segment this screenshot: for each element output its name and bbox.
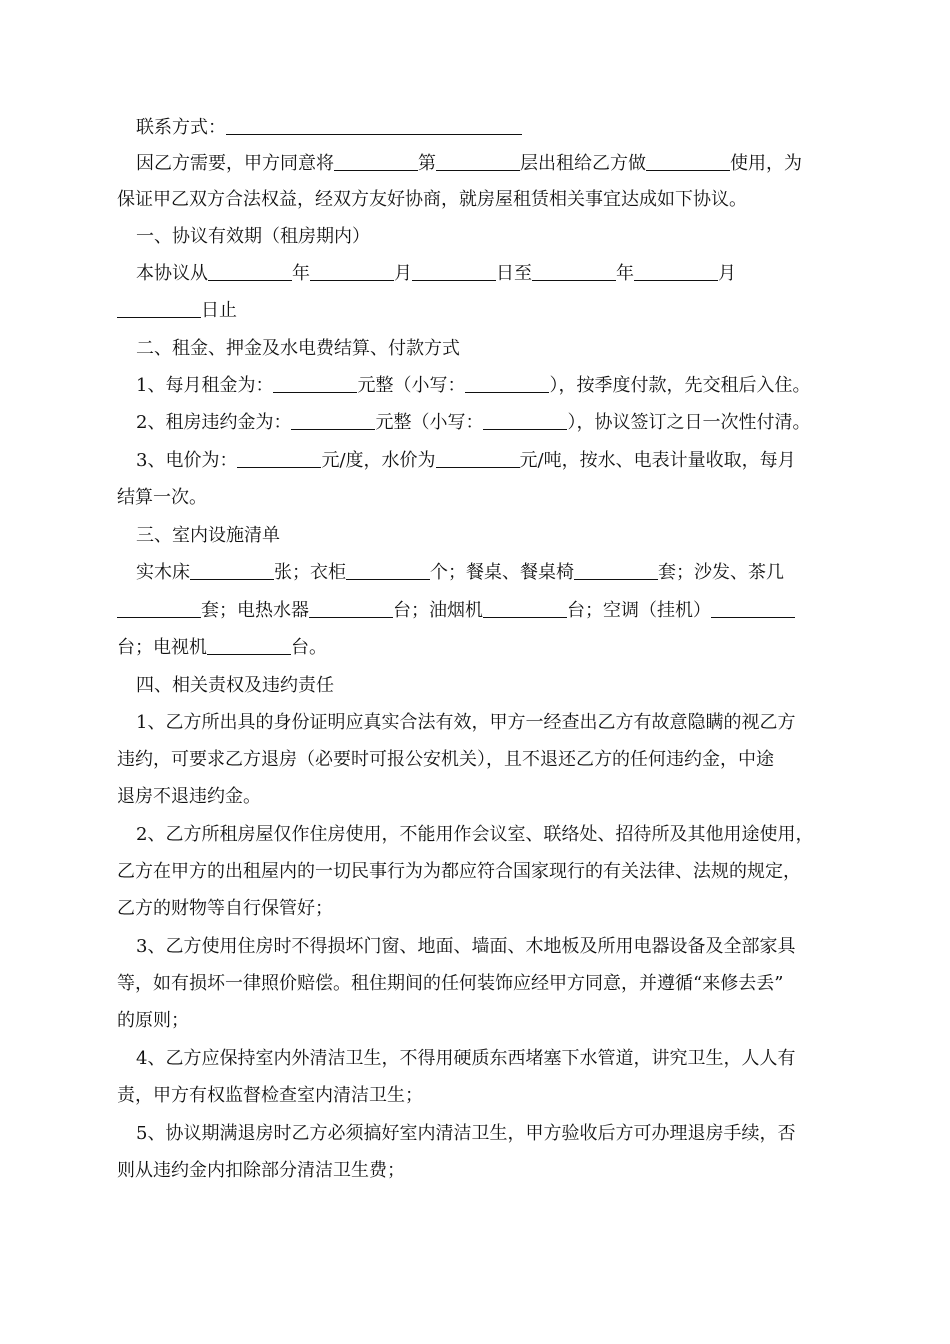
term-blank-5 <box>634 262 718 281</box>
hood-unit: 台；空调（挂机） <box>567 600 711 621</box>
utility-line-2: 结算一次。 <box>117 487 207 508</box>
intro-blank-3 <box>646 152 730 171</box>
table-blank <box>574 561 658 580</box>
section1-line-1 <box>136 262 736 286</box>
elec-unit: 元/度，水价为 <box>321 450 436 471</box>
section2-title: 二、租金、押金及水电费结算、付款方式 <box>136 338 460 359</box>
ac-unit: 台；电视机 <box>117 637 207 658</box>
wardrobe-unit: 个；餐桌、餐桌椅 <box>430 562 574 583</box>
deposit-blank-1 <box>291 411 375 430</box>
heater-unit: 台；油烟机 <box>393 600 483 621</box>
deposit-unit: 元整（小写： <box>375 412 484 433</box>
term-month: 月 <box>394 263 412 284</box>
section1-line-2 <box>117 299 237 323</box>
section1-title: 一、协议有效期（租房期内） <box>136 226 370 247</box>
table-unit: 套；沙发、茶几 <box>658 562 784 583</box>
bed-unit: 张；衣柜 <box>274 562 346 583</box>
rent-blank-2 <box>465 374 549 393</box>
clause5-line-2: 则从违约金内扣除部分清洁卫生费； <box>117 1160 405 1181</box>
contact-blank <box>226 116 522 135</box>
clause1-line-2: 违约，可要求乙方退房（必要时可报公安机关），且不退还乙方的任何违约金，中途 <box>117 749 774 770</box>
contact-label: 联系方式： <box>136 117 226 138</box>
intro-blank-1 <box>334 152 418 171</box>
deposit-blank-2 <box>483 411 567 430</box>
term-from: 本协议从 <box>136 263 208 284</box>
term-blank-4 <box>532 262 616 281</box>
intro-text-2: 第 <box>418 153 436 174</box>
water-unit: 元/吨，按水、电表计量收取，每月 <box>519 450 796 471</box>
intro-text-1: 因乙方需要，甲方同意将 <box>136 153 334 174</box>
bed-label: 实木床 <box>136 562 190 583</box>
term-blank-1 <box>208 262 292 281</box>
clause2-line-1: 2、乙方所租房屋仅作住房使用，不能用作会议室、联络处、招待所及其他用途使用， <box>136 824 814 845</box>
facility-line-3 <box>117 636 327 660</box>
deposit-line <box>136 411 810 435</box>
utility-line-1 <box>136 449 796 473</box>
clause2-line-3: 乙方的财物等自行保管好； <box>117 898 333 919</box>
clause4-line-2: 责，甲方有权监督检查室内清洁卫生； <box>117 1085 423 1106</box>
section3-title: 三、室内设施清单 <box>136 525 280 546</box>
term-day-end: 日止 <box>201 300 237 321</box>
wardrobe-blank <box>346 561 430 580</box>
rent-tail: ），按季度付款，先交租后入住。 <box>549 375 811 396</box>
tv-unit: 台。 <box>291 637 327 658</box>
facility-line-1 <box>136 561 784 585</box>
facility-line-2 <box>117 599 795 623</box>
heater-blank <box>309 599 393 618</box>
sofa-blank <box>117 599 201 618</box>
rent-blank-1 <box>273 374 357 393</box>
intro-text-5: 保证甲乙双方合法权益，经双方友好协商，就房屋租赁相关事宜达成如下协议。 <box>117 189 747 210</box>
contact-line <box>136 116 522 140</box>
clause2-line-2: 乙方在甲方的出租屋内的一切民事行为为都应符合国家现行的有关法律、法规的规定， <box>117 861 801 882</box>
water-blank <box>436 449 520 468</box>
section4-title: 四、相关责权及违约责任 <box>136 675 334 696</box>
bed-blank <box>190 561 274 580</box>
term-day-to: 日至 <box>496 263 532 284</box>
clause3-line-3: 的原则； <box>117 1010 189 1031</box>
intro-text-3: 层出租给乙方做 <box>520 153 646 174</box>
deposit-label: 2、租房违约金为： <box>136 412 292 433</box>
intro-line-1 <box>136 152 802 176</box>
clause3-line-1: 3、乙方使用住房时不得损坏门窗、地面、墙面、木地板及所用电器设备及全部家具 <box>136 936 796 957</box>
hood-blank <box>483 599 567 618</box>
clause1-line-3: 退房不退违约金。 <box>117 786 261 807</box>
elec-blank <box>237 449 321 468</box>
rent-unit: 元整（小写： <box>357 375 466 396</box>
sofa-unit: 套；电热水器 <box>201 600 309 621</box>
tv-blank <box>207 636 291 655</box>
term-blank-3 <box>412 262 496 281</box>
rent-label: 1、每月租金为： <box>136 375 274 396</box>
intro-blank-2 <box>436 152 520 171</box>
rent-line <box>136 374 810 398</box>
ac-blank <box>711 599 795 618</box>
term-blank-2 <box>310 262 394 281</box>
term-year-2: 年 <box>616 263 634 284</box>
term-blank-6 <box>117 299 201 318</box>
clause3-line-2: 等，如有损坏一律照价赔偿。租住期间的任何装饰应经甲方同意，并遵循“来修去丢” <box>117 973 784 994</box>
clause4-line-1: 4、乙方应保持室内外清洁卫生，不得用硬质东西堵塞下水管道，讲究卫生，人人有 <box>136 1048 796 1069</box>
intro-text-4: 使用，为 <box>730 153 802 174</box>
elec-label: 3、电价为： <box>136 450 238 471</box>
intro-line-2 <box>117 188 747 212</box>
deposit-tail: ），协议签订之日一次性付清。 <box>567 412 811 433</box>
term-month-2: 月 <box>718 263 736 284</box>
term-year: 年 <box>292 263 310 284</box>
clause5-line-1: 5、协议期满退房时乙方必须搞好室内清洁卫生，甲方验收后方可办理退房手续，否 <box>136 1123 796 1144</box>
clause1-line-1: 1、乙方所出具的身份证明应真实合法有效，甲方一经查出乙方有故意隐瞒的视乙方 <box>136 712 796 733</box>
